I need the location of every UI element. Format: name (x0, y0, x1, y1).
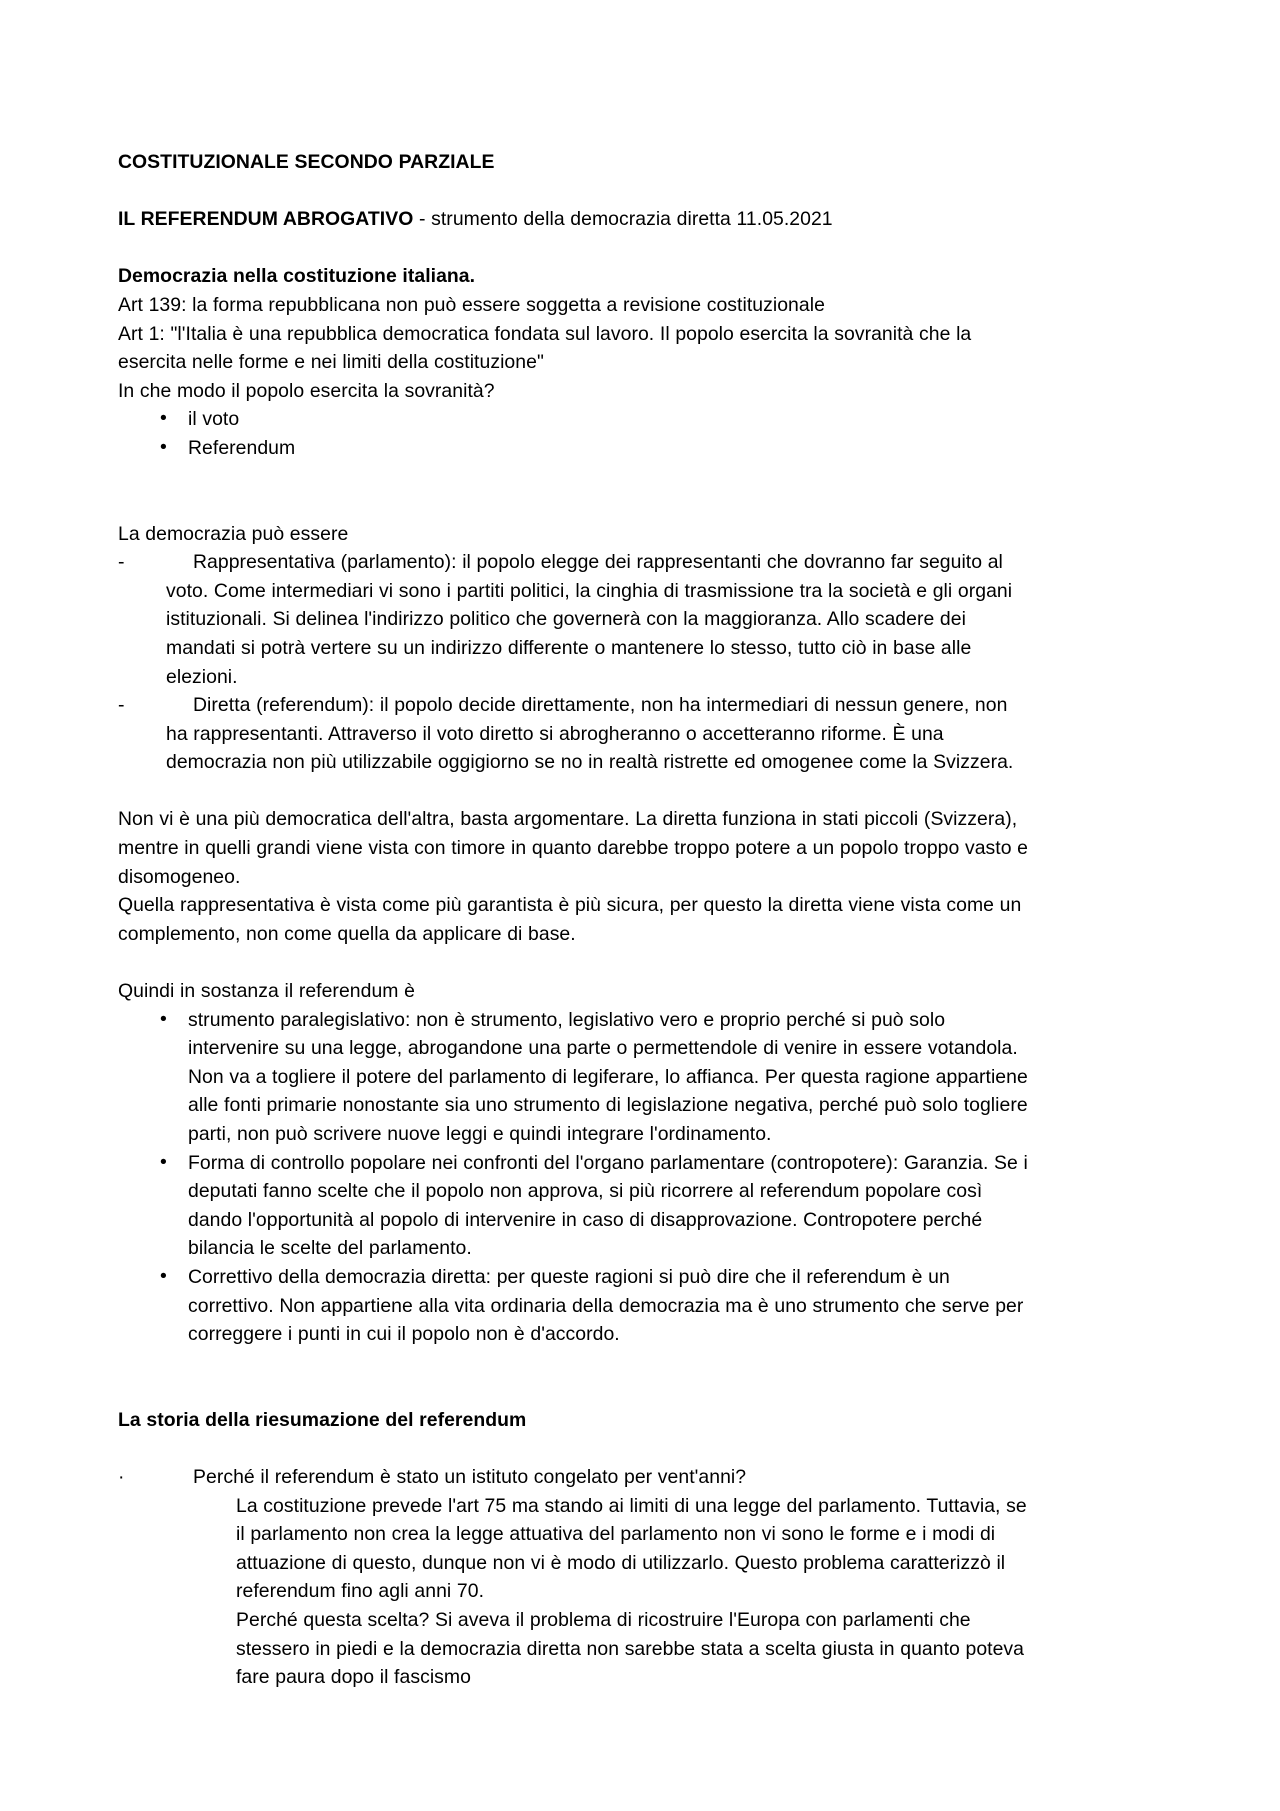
list-item-text: Diretta (referendum): il popolo decide direttamente, non ha intermediari di nessun genere, non ha rappresentanti. Attraverso il voto diretto si abrogheranno o accetteranno riforme. È una democrazia non più utilizzabile oggigiorno se no in realtà ristrette ed omogenee come la Svizzera. (166, 694, 1014, 774)
spacer (118, 777, 1030, 806)
line-art-139: Art 139: la forma repubblicana non può essere soggetta a revisione costituzionale (118, 293, 825, 316)
list-item (118, 548, 1030, 691)
heading-democrazia: Democrazia nella costituzione italiana. (118, 265, 476, 288)
list-tipi-democrazia (118, 548, 1030, 777)
list-item-text: Rappresentativa (parlamento): il popolo elegge dei rappresentanti che dovranno far seguito al voto. Come intermediari vi sono i partiti politici, la cinghia di trasmissione tra la società e gli organi istituzionali. Si delinea l'indirizzo politico che governerà con la maggioranza. Allo scadere dei mandati si potrà vertere su un indirizzo differente o mantenere lo stesso, tutto ciò in base alle elezioni. (166, 551, 1013, 688)
heading-storia-riesumazione: La storia della riesumazione del referendum (118, 1408, 527, 1431)
list-item: • Correttivo della democrazia diretta: per queste ragioni si può dire che il referendum è un correttivo. Non appartiene alla vita ordinaria della democrazia ma è uno strumento che serve per correggere i punti in cui il popolo non è d'accordo. (118, 1263, 1030, 1349)
paragraph-costituzione-art-75: La costituzione prevede l'art 75 ma stando ai limiti di una legge del parlamento. Tuttavia, se il parlamento non crea la legge attuativa del parlamento non vi sono le forme e i modi di attuazione di questo, dunque non vi è modo di utilizzarlo. Questo problema caratterizzò il referendum fino agli anni 70. (236, 1494, 1027, 1603)
page-title: COSTITUZIONALE SECONDO PARZIALE (118, 151, 495, 173)
list-item: • il voto (118, 405, 1030, 434)
list-caratteristiche-referendum (118, 1006, 1030, 1349)
line-question-sovranita: In che modo il popolo esercita la sovranità? (118, 379, 495, 402)
list-item: • strumento paralegislativo: non è strumento, legislativo vero e proprio perché si può solo intervenire su una legge, abrogandone una parte o permettendole di venire in essere votandola. Non va a togliere il potere del parlamento di legiferare, lo affianca. Per questa ragione appartiene alle fonti primarie nonostante sia uno strumento di legislazione negativa, perché può solo togliere parti, non può scrivere nuove leggi e quindi integrare l'ordinamento. (118, 1006, 1030, 1149)
dot-marker: · (118, 1465, 125, 1488)
paragraph-quella-rappresentativa: Quella rappresentativa è vista come più garantista è più sicura, per questo la diretta viene vista come un complemento, non come quella da applicare di base. (118, 894, 1022, 945)
line-art-1: Art 1: "l'Italia è una repubblica democratica fondata sul lavoro. Il popolo esercita la sovranità che la esercita nelle forme e nei limiti della costituzione" (118, 322, 972, 374)
spacer (118, 1349, 1030, 1406)
spacer (118, 1434, 1030, 1463)
intro-democrazia-puo-essere: La democrazia può essere (118, 522, 349, 545)
paragraph-non-vi-e-una-piu-democratica: Non vi è una più democratica dell'altra, basta argomentare. La diretta funziona in stati piccoli (Svizzera), mentre in quelli grandi viene vista con timore in quanto darebbe troppo potere a un popolo troppo vasto e disomogeneo. (118, 808, 1029, 888)
dash-marker: - (118, 694, 125, 717)
list-item: • Referendum (118, 434, 1030, 463)
list-item: • Forma di controllo popolare nei confronti del l'organo parlamentare (contropotere): Garanzia. Se i deputati fanno scelte che il popolo non approva, si più ricorrere al referendum popolare così dando l'opportunità al popolo di intervenire in caso di disapprovazione. Contropotere perché bilancia le scelte del parlamento. (118, 1149, 1030, 1263)
document-body (118, 148, 1030, 1692)
document-subtitle (118, 205, 1030, 234)
spacer (118, 177, 1030, 206)
spacer (118, 234, 1030, 263)
subtitle-bold-part: IL REFERENDUM ABROGATIVO (118, 208, 414, 231)
question-istituto-congelato: Perché il referendum è stato un istituto congelato per vent'anni? (193, 1465, 747, 1488)
list-item (118, 1463, 1030, 1492)
list-item (118, 691, 1030, 777)
list-modi-sovranita (118, 405, 1030, 462)
list-storia (118, 1463, 1030, 1692)
spacer (118, 948, 1030, 977)
spacer (118, 463, 1030, 520)
dash-marker: - (118, 551, 125, 574)
intro-quindi-in-sostanza: Quindi in sostanza il referendum è (118, 980, 415, 1003)
paragraph-perche-questa-scelta: Perché questa scelta? Si aveva il problema di ricostruire l'Europa con parlamenti che stessero in piedi e la democrazia diretta non sarebbe stata a scelta giusta in quanto poteva fare paura dopo il fascismo (236, 1608, 1025, 1689)
subtitle-rest-part: - strumento della democrazia diretta 11.05.2021 (413, 208, 833, 231)
